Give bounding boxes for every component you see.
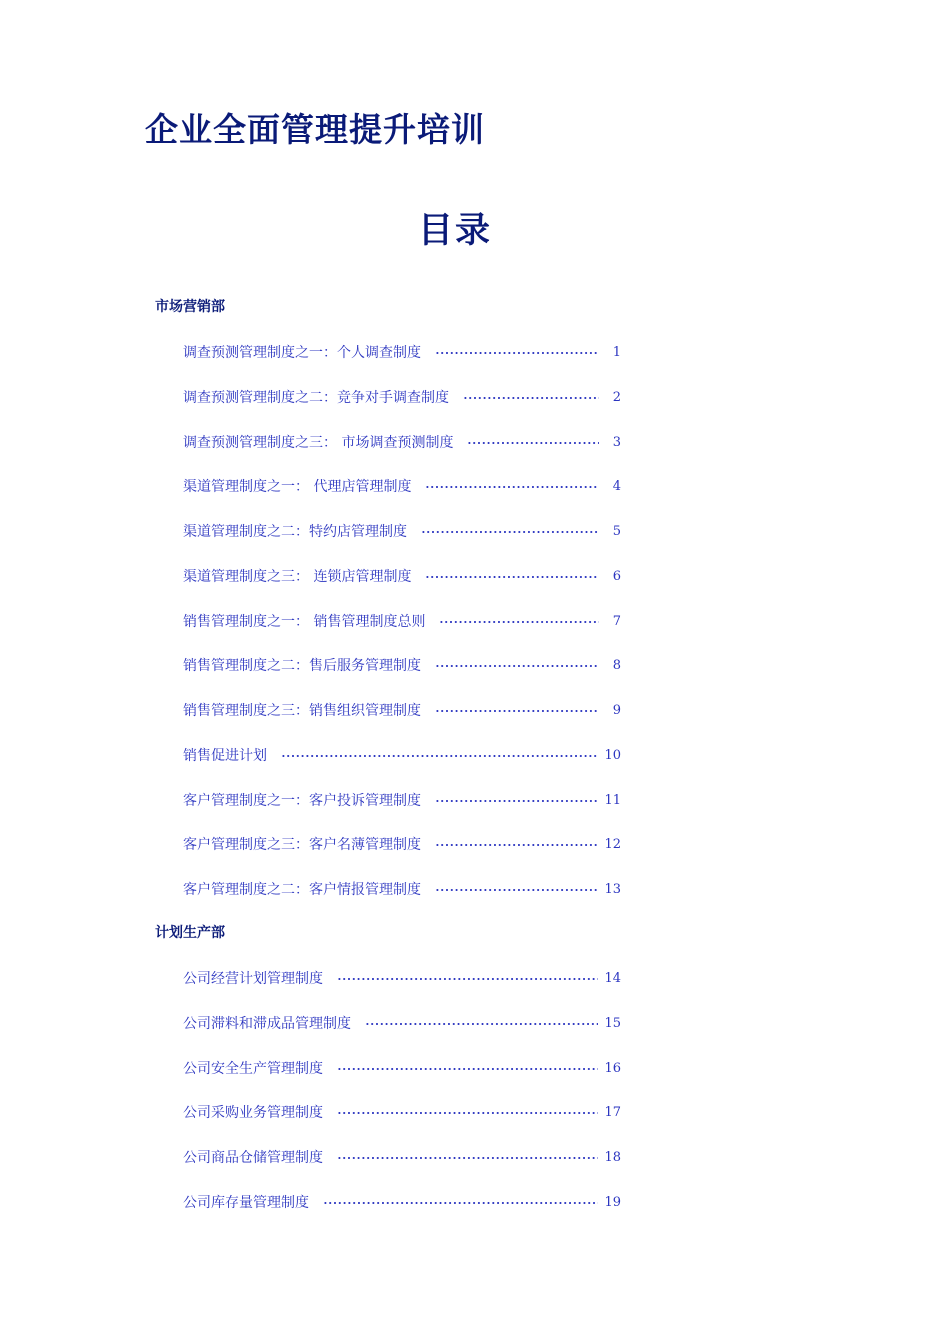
toc-entry[interactable] <box>183 655 621 675</box>
toc-entry[interactable] <box>183 566 621 586</box>
toc-entry[interactable] <box>183 1147 621 1167</box>
toc-entry-label: 销售管理制度之二：售后服务管理制度 <box>183 658 421 674</box>
toc-entry-page-number: 17 <box>604 1104 621 1120</box>
toc-entry-label: 客户管理制度之三：客户名薄管理制度 <box>183 837 421 853</box>
dot-leader <box>435 710 599 712</box>
toc-entry-page-number: 7 <box>612 613 621 629</box>
toc-entry-page-number: 4 <box>612 478 621 494</box>
toc-entry-page-number: 12 <box>604 836 621 852</box>
dot-leader <box>435 800 598 802</box>
toc-entry-label: 调查预测管理制度之二：竞争对手调查制度 <box>183 390 449 406</box>
dot-leader <box>435 844 598 846</box>
dot-leader <box>337 1157 598 1159</box>
toc-entry-label: 公司库存量管理制度 <box>183 1195 309 1211</box>
dot-leader <box>337 978 598 980</box>
toc-entry[interactable] <box>183 342 621 362</box>
dot-leader <box>435 665 599 667</box>
toc-entry-label: 渠道管理制度之二：特约店管理制度 <box>183 524 407 540</box>
toc-entry-page-number: 13 <box>604 881 621 897</box>
dot-leader <box>323 1202 598 1204</box>
toc-entry[interactable] <box>183 1192 621 1212</box>
toc-entry-page-number: 18 <box>604 1149 621 1165</box>
toc-entry-page-number: 16 <box>604 1060 621 1076</box>
toc-entry-page-number: 6 <box>612 568 621 584</box>
dot-leader <box>337 1112 598 1114</box>
toc-entry[interactable] <box>183 879 621 899</box>
toc-entry[interactable] <box>183 611 621 631</box>
toc-entry-label: 销售管理制度之一： 销售管理制度总则 <box>183 614 426 630</box>
dot-leader <box>439 621 599 623</box>
toc-entry[interactable] <box>183 745 621 765</box>
toc-entry-page-number: 11 <box>604 792 621 808</box>
toc-entry-page-number: 1 <box>612 344 621 360</box>
toc-entry[interactable] <box>183 1102 621 1122</box>
toc-entry[interactable] <box>183 387 621 407</box>
toc-entry[interactable] <box>183 476 621 496</box>
toc-entry-label: 公司滞料和滞成品管理制度 <box>183 1016 351 1032</box>
toc-entry-label: 公司经营计划管理制度 <box>183 971 323 987</box>
dot-leader <box>421 531 599 533</box>
toc-entry-label: 客户管理制度之二：客户情报管理制度 <box>183 882 421 898</box>
toc-entry-page-number: 15 <box>604 1015 621 1031</box>
document-title: 企业全面管理提升培训 <box>145 110 485 149</box>
toc-entry-label: 公司采购业务管理制度 <box>183 1105 323 1121</box>
toc-heading: 目录 <box>417 211 492 251</box>
toc-entry[interactable] <box>183 521 621 541</box>
toc-entry-label: 调查预测管理制度之一：个人调查制度 <box>183 345 421 361</box>
dot-leader <box>365 1023 598 1025</box>
toc-entry-page-number: 10 <box>604 747 621 763</box>
toc-entry-label: 销售管理制度之三：销售组织管理制度 <box>183 703 421 719</box>
toc-entry[interactable] <box>183 1013 621 1033</box>
toc-entry[interactable] <box>183 1058 621 1078</box>
toc-entry[interactable] <box>183 790 621 810</box>
dot-leader <box>281 755 598 757</box>
toc-entry-label: 调查预测管理制度之三： 市场调查预测制度 <box>183 435 454 451</box>
toc-entry[interactable] <box>183 432 621 452</box>
toc-entry-page-number: 19 <box>604 1194 621 1210</box>
dot-leader <box>337 1068 598 1070</box>
toc-entry-label: 渠道管理制度之一： 代理店管理制度 <box>183 479 412 495</box>
toc-entry-label: 渠道管理制度之三： 连锁店管理制度 <box>183 569 412 585</box>
toc-entry-page-number: 9 <box>612 702 621 718</box>
toc-entry-page-number: 14 <box>604 970 621 986</box>
dot-leader <box>435 889 598 891</box>
toc-entry-page-number: 3 <box>612 434 621 450</box>
toc-entry[interactable] <box>183 700 621 720</box>
toc-entry[interactable] <box>183 834 621 854</box>
toc-entry-label: 公司安全生产管理制度 <box>183 1061 323 1077</box>
dot-leader <box>425 576 599 578</box>
dot-leader <box>463 397 599 399</box>
toc-entry-label: 客户管理制度之一：客户投诉管理制度 <box>183 793 421 809</box>
dot-leader <box>425 486 599 488</box>
dot-leader <box>435 352 599 354</box>
toc-entry-page-number: 8 <box>612 657 621 673</box>
section-heading: 市场营销部 <box>155 299 225 315</box>
toc-entry-page-number: 2 <box>612 389 621 405</box>
toc-entry-page-number: 5 <box>612 523 621 539</box>
section-heading: 计划生产部 <box>155 925 225 941</box>
toc-entry-label: 公司商品仓储管理制度 <box>183 1150 323 1166</box>
dot-leader <box>467 442 599 444</box>
toc-entry-label: 销售促进计划 <box>183 748 267 764</box>
toc-entry[interactable] <box>183 968 621 988</box>
